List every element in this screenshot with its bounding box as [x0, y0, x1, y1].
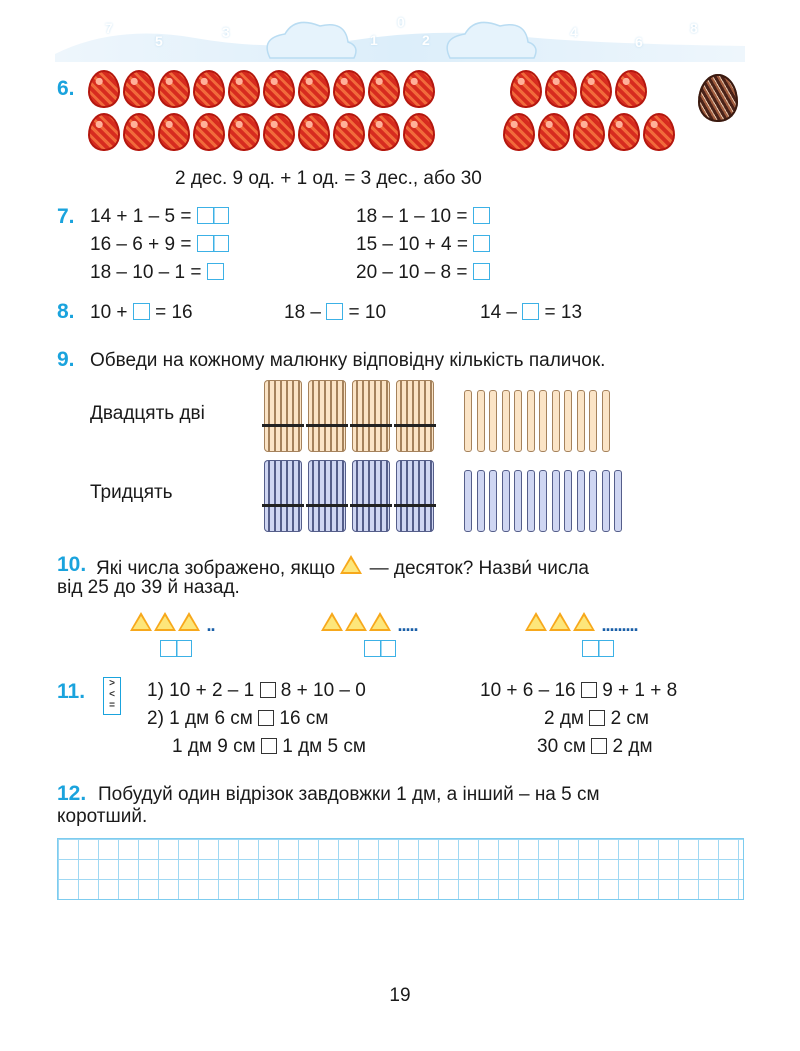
easter-egg-icon: [263, 70, 295, 108]
compare-box[interactable]: [589, 710, 605, 726]
exercise-10-text-a: Які числа зображено, якщо: [96, 558, 336, 579]
triangle-icon: [345, 612, 367, 631]
triangle-icon: [154, 612, 176, 631]
triangle-icon: [321, 612, 343, 631]
header-number: 6: [635, 34, 643, 50]
equation-right: = 13: [544, 302, 583, 323]
header-number: 2: [422, 32, 430, 48]
stick-icon[interactable]: [539, 470, 547, 532]
stick-icon[interactable]: [564, 470, 572, 532]
stick-icon[interactable]: [527, 390, 535, 452]
comparison-left: 1 дм 9 см: [172, 736, 256, 757]
stick-icon[interactable]: [552, 390, 560, 452]
easter-egg-icon: [123, 113, 155, 151]
easter-egg-icon: [368, 113, 400, 151]
exercise-7-number: 7.: [57, 205, 75, 228]
stick-icon[interactable]: [489, 390, 497, 452]
easter-egg-icon: [545, 70, 577, 108]
easter-egg-icon: [88, 113, 120, 151]
exercise-6-equation: 2 дес. 9 од. + 1 од. = 3 дес., або 30: [175, 168, 482, 189]
egg-group-right-1: [510, 70, 650, 113]
answer-box[interactable]: [326, 303, 343, 320]
stick-bundle-icon[interactable]: [396, 380, 434, 452]
answer-box[interactable]: [160, 640, 192, 657]
header-number: 1: [370, 32, 378, 48]
stick-icon[interactable]: [552, 470, 560, 532]
page-number: 19: [389, 985, 411, 1006]
answer-box[interactable]: [197, 207, 229, 224]
compare-box[interactable]: [261, 738, 277, 754]
comparison: [147, 680, 366, 702]
easter-egg-icon: [403, 70, 435, 108]
exercise-10-text-line2: від 25 до 39 й назад.: [57, 577, 240, 598]
equation-right: = 10: [348, 302, 387, 323]
comparison-left: 1) 10 + 2 – 1: [147, 680, 255, 701]
exercise-8-number: 8.: [57, 300, 75, 323]
easter-egg-icon: [158, 113, 190, 151]
stick-icon[interactable]: [477, 470, 485, 532]
compare-signs-icon: > < =: [103, 677, 121, 715]
stick-icon[interactable]: [464, 390, 472, 452]
painted-egg-icon: [698, 74, 738, 122]
stick-bundle-icon[interactable]: [264, 380, 302, 452]
stick-bundle-icon[interactable]: [352, 460, 390, 532]
stick-bundle-icon[interactable]: [264, 460, 302, 532]
stick-icon[interactable]: [614, 470, 622, 532]
easter-egg-icon: [263, 113, 295, 151]
answer-box[interactable]: [473, 263, 490, 280]
exercise-9-text: Обведи на кожному малюнку відповідну кількість паличок.: [90, 350, 606, 371]
answer-box[interactable]: [364, 640, 396, 657]
answer-box[interactable]: [207, 263, 224, 280]
easter-egg-icon: [333, 113, 365, 151]
dots-units: .........: [601, 615, 638, 635]
stick-icon[interactable]: [514, 390, 522, 452]
comparison-right: 2 дм: [612, 736, 653, 757]
triangle-group: [130, 612, 214, 636]
easter-egg-icon: [643, 113, 675, 151]
stick-icon[interactable]: [589, 390, 597, 452]
comparison-left: 10 + 6 – 16: [480, 680, 576, 701]
dots-units: .....: [397, 615, 418, 635]
expression-text: 14 + 1 – 5 =: [90, 206, 192, 227]
expression: [90, 262, 224, 284]
compare-box[interactable]: [258, 710, 274, 726]
expression: [356, 234, 490, 256]
exercise-6-number: 6.: [57, 77, 75, 100]
stick-icon[interactable]: [602, 390, 610, 452]
equation-left: 10 +: [90, 302, 128, 323]
egg-group-right-2: [503, 113, 678, 156]
comparison: [172, 736, 366, 758]
equation: [480, 302, 582, 324]
row-label: Тридцять: [90, 482, 173, 503]
comparison: [537, 736, 653, 758]
easter-egg-icon: [503, 113, 535, 151]
egg-row-2: [88, 113, 438, 156]
header-number: 8: [690, 20, 698, 36]
stick-icon[interactable]: [577, 390, 585, 452]
stick-icon[interactable]: [514, 470, 522, 532]
answer-box[interactable]: [473, 235, 490, 252]
easter-egg-icon: [510, 70, 542, 108]
stick-icon[interactable]: [577, 470, 585, 532]
answer-box[interactable]: [582, 640, 614, 657]
stick-bundle-icon[interactable]: [308, 380, 346, 452]
expression-text: 20 – 10 – 8 =: [356, 262, 468, 283]
easter-egg-icon: [298, 113, 330, 151]
equation: [90, 302, 193, 324]
stick-bundle-icon[interactable]: [352, 380, 390, 452]
exercise-10-text-b: — десяток? Назви́ числа: [369, 558, 589, 579]
stick-icon[interactable]: [564, 390, 572, 452]
easter-egg-icon: [123, 70, 155, 108]
exercise-10-number: 10.: [57, 553, 87, 576]
comparison: [544, 708, 649, 730]
comparison-right: 1 дм 5 см: [282, 736, 366, 757]
triangle-icon: [573, 612, 595, 631]
triangle-icon: [549, 612, 571, 631]
expression: [90, 234, 229, 256]
comparison-right: 16 см: [279, 708, 329, 729]
stick-icon[interactable]: [489, 470, 497, 532]
equation-left: 14 –: [480, 302, 517, 323]
stick-icon[interactable]: [477, 390, 485, 452]
exercise-12-number: 12.: [57, 782, 87, 805]
stick-icon[interactable]: [502, 470, 510, 532]
stick-bundle-icon[interactable]: [308, 460, 346, 532]
single-sticks-blue: [464, 470, 627, 532]
easter-egg-icon: [158, 70, 190, 108]
stick-icon[interactable]: [589, 470, 597, 532]
expression-text: 15 – 10 + 4 =: [356, 234, 468, 255]
comparison-left: 30 см: [537, 736, 586, 757]
easter-egg-icon: [193, 113, 225, 151]
answer-box[interactable]: [197, 235, 229, 252]
comparison-left: 2) 1 дм 6 см: [147, 708, 253, 729]
comparison-right: 9 + 1 + 8: [602, 680, 678, 701]
stick-set-blue: [264, 460, 440, 537]
expression-text: 16 – 6 + 9 =: [90, 234, 192, 255]
stick-icon[interactable]: [602, 470, 610, 532]
row-label: Двадцять дві: [90, 403, 205, 424]
easter-egg-icon: [538, 113, 570, 151]
header-number: 0: [397, 14, 405, 30]
comparison-left: 2 дм: [544, 708, 584, 729]
comparison: [480, 680, 677, 702]
answer-box[interactable]: [522, 303, 539, 320]
easter-egg-icon: [333, 70, 365, 108]
equation-right: = 16: [155, 302, 193, 323]
compare-box[interactable]: [581, 682, 597, 698]
easter-egg-icon: [573, 113, 605, 151]
compare-box[interactable]: [591, 738, 607, 754]
exercise-12-text: Побудуй один відрізок завдовжки 1 дм, а інший – на 5 см: [98, 784, 600, 805]
single-sticks-tan: [464, 390, 614, 452]
dots-units: ..: [206, 615, 215, 635]
easter-egg-icon: [298, 70, 330, 108]
comparison-right: 8 + 10 – 0: [280, 680, 366, 701]
expression-text: 18 – 10 – 1 =: [90, 262, 202, 283]
easter-egg-icon: [368, 70, 400, 108]
header-number: 4: [570, 24, 578, 40]
answer-box[interactable]: [133, 303, 150, 320]
easter-egg-icon: [88, 70, 120, 108]
header-number: 7: [105, 20, 113, 36]
equation-left: 18 –: [284, 302, 321, 323]
triangle-group: [321, 612, 417, 636]
stick-icon[interactable]: [464, 470, 472, 532]
stick-icon[interactable]: [527, 470, 535, 532]
stick-bundle-icon[interactable]: [396, 460, 434, 532]
egg-row-1: [88, 70, 438, 113]
exercise-11-number: 11.: [57, 680, 86, 703]
exercise-9-number: 9.: [57, 348, 75, 371]
expression-text: 18 – 1 – 10 =: [356, 206, 468, 227]
triangle-icon: [340, 555, 362, 574]
easter-egg-icon: [403, 113, 435, 151]
comparison-right: 2 см: [610, 708, 649, 729]
equation: [284, 302, 386, 324]
header-number: 5: [155, 33, 163, 49]
expression: [356, 206, 490, 228]
easter-egg-icon: [228, 70, 260, 108]
header-number: 3: [222, 24, 230, 40]
easter-egg-icon: [608, 113, 640, 151]
easter-egg-icon: [580, 70, 612, 108]
expression: [356, 262, 490, 284]
expression: [90, 206, 229, 228]
triangle-group: [525, 612, 637, 636]
drawing-grid[interactable]: [57, 838, 744, 900]
comparison: [147, 708, 328, 730]
compare-box[interactable]: [260, 682, 276, 698]
stick-icon[interactable]: [502, 390, 510, 452]
triangle-icon: [130, 612, 152, 631]
stick-icon[interactable]: [539, 390, 547, 452]
stick-set-tan: [264, 380, 440, 457]
exercise-12-text-line2: коротший.: [57, 806, 148, 827]
easter-egg-icon: [193, 70, 225, 108]
triangle-icon: [525, 612, 547, 631]
easter-egg-icon: [228, 113, 260, 151]
answer-box[interactable]: [473, 207, 490, 224]
triangle-icon: [178, 612, 200, 631]
triangle-icon: [369, 612, 391, 631]
easter-egg-icon: [615, 70, 647, 108]
